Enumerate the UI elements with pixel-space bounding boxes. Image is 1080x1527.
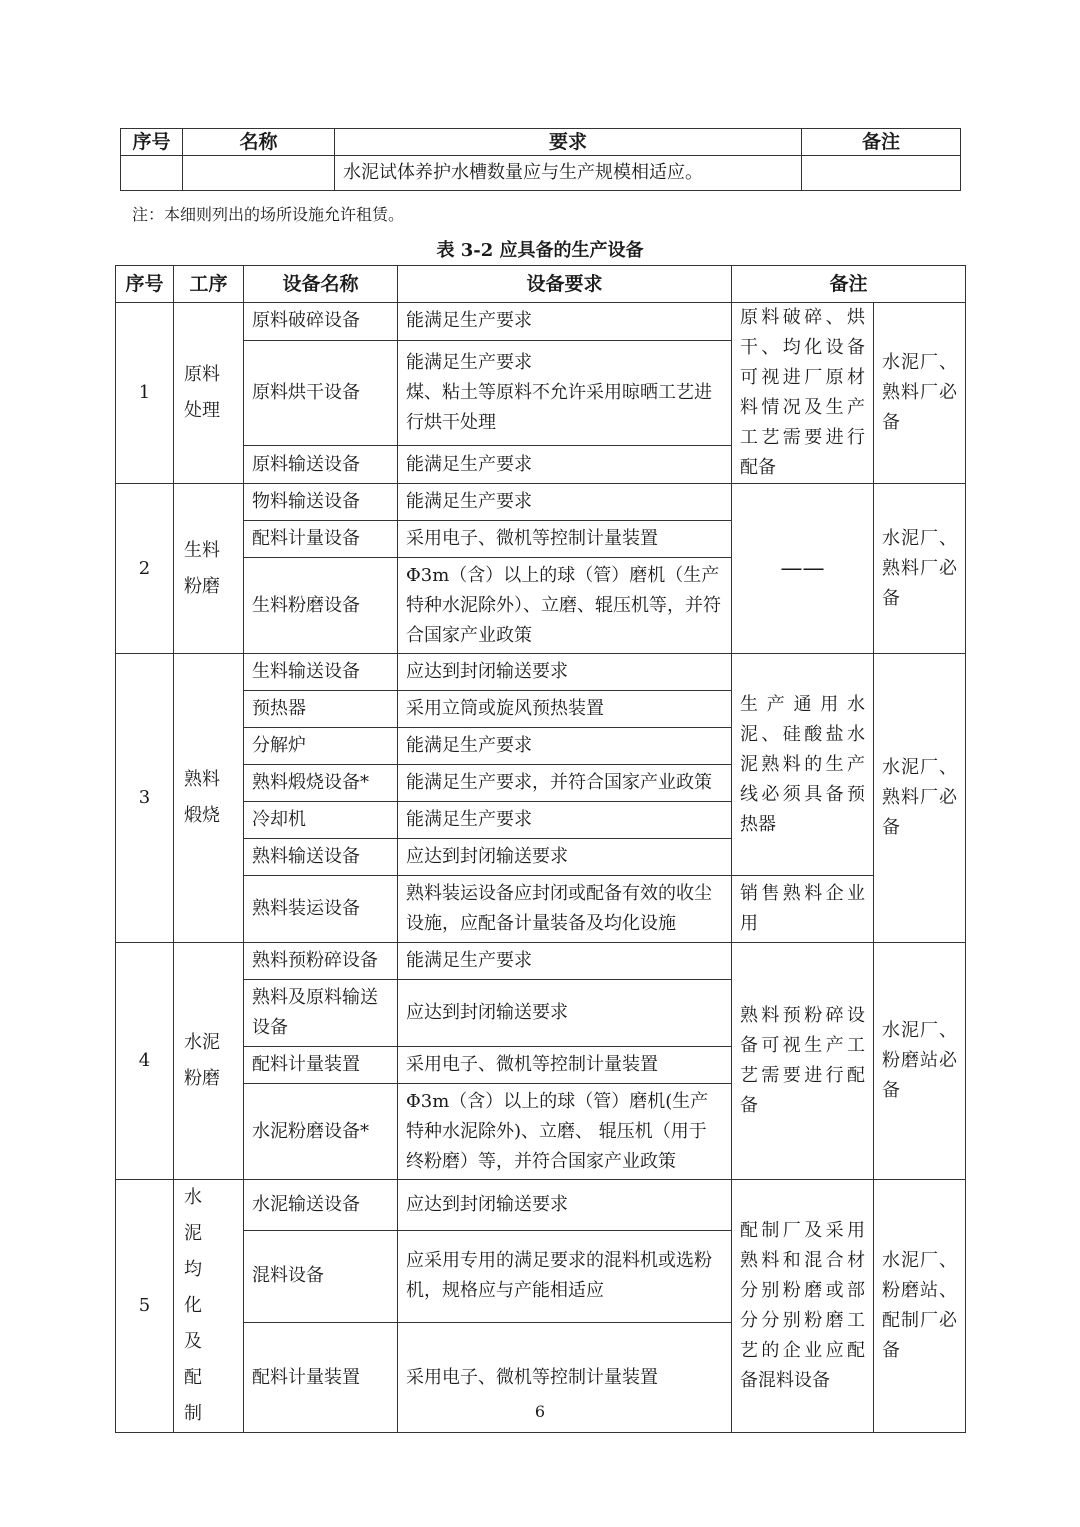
equipment-name: 混料设备 — [244, 1230, 398, 1322]
equipment-requirement: 采用电子、微机等控制计量装置 — [398, 1323, 732, 1433]
equipment-requirement: 能满足生产要求 — [398, 484, 732, 521]
group-process: 熟料煅烧 — [174, 654, 244, 943]
table-note: 注：本细则列出的场所设施允许租赁。 — [132, 205, 405, 224]
equipment-requirement — [398, 340, 732, 446]
equipment-requirement: Φ3m（含）以上的球（管）磨机（生产特种水泥除外）、立磨、辊压机等，并符合国家产业政策 — [398, 558, 732, 654]
group-remark: —— — [732, 484, 874, 654]
production-equipment-table — [115, 265, 966, 1433]
header-cell: 设备名称 — [244, 266, 398, 303]
equipment-name: 生料粉磨设备 — [244, 558, 398, 654]
header-cell: 设备要求 — [398, 266, 732, 303]
table-row — [121, 156, 961, 191]
equipment-requirement: 采用电子、微机等控制计量装置 — [398, 521, 732, 558]
cell-requirement: 水泥试体养护水槽数量应与生产规模相适应。 — [335, 156, 802, 191]
group-process: 生料粉磨 — [174, 484, 244, 654]
equipment-name: 原料输送设备 — [244, 446, 398, 484]
equipment-name: 熟料装运设备 — [244, 876, 398, 943]
cell-remark — [802, 156, 961, 191]
equipment-requirement: 应达到封闭输送要求 — [398, 654, 732, 691]
equipment-requirement: 能满足生产要求 — [398, 728, 732, 765]
equipment-requirement: 能满足生产要求，并符合国家产业政策 — [398, 765, 732, 802]
equipment-name: 生料输送设备 — [244, 654, 398, 691]
header-cell: 要求 — [335, 129, 802, 156]
group-no: 5 — [116, 1180, 174, 1433]
group-required-by: 水泥厂、熟料厂必备 — [874, 303, 966, 484]
equipment-name: 熟料及原料输送设备 — [244, 980, 398, 1047]
table-caption: 表 3-2 应具备的生产设备 — [436, 240, 644, 261]
group-process: 原料处理 — [174, 303, 244, 484]
requirement-line: 煤、粘土等原料不允许采用晾晒工艺进行烘干处理 — [406, 381, 712, 433]
table-row — [116, 484, 966, 521]
group-remark: 熟料预粉碎设备可视生产工艺需要进行配备 — [732, 943, 874, 1180]
equipment-requirement: 采用电子、微机等控制计量装置 — [398, 1047, 732, 1084]
equipment-name: 水泥输送设备 — [244, 1180, 398, 1231]
equipment-name: 熟料预粉碎设备 — [244, 943, 398, 980]
header-cell: 名称 — [183, 129, 335, 156]
equipment-requirement: 应采用专用的满足要求的混料机或选粉机，规格应与产能相适应 — [398, 1230, 732, 1322]
group-required-by: 水泥厂、粉磨站、配制厂必备 — [874, 1180, 966, 1433]
equipment-name: 原料破碎设备 — [244, 303, 398, 341]
header-cell: 序号 — [121, 129, 183, 156]
equipment-name: 原料烘干设备 — [244, 340, 398, 446]
table-row — [116, 876, 966, 943]
group-required-by: 水泥厂、粉磨站必备 — [874, 943, 966, 1180]
table-header-row — [116, 266, 966, 303]
equipment-name: 物料输送设备 — [244, 484, 398, 521]
equipment-requirement: 应达到封闭输送要求 — [398, 980, 732, 1047]
group-no: 2 — [116, 484, 174, 654]
equipment-name: 配料计量设备 — [244, 521, 398, 558]
equipment-requirement: 熟料装运设备应封闭或配备有效的收尘设施，应配备计量装备及均化设施 — [398, 876, 732, 943]
table-row — [116, 303, 966, 341]
group-no: 3 — [116, 654, 174, 943]
equipment-requirement: 应达到封闭输送要求 — [398, 839, 732, 876]
group-remark: 原料破碎、烘干、均化设备可视进厂原材料情况及生产工艺需要进行配备 — [732, 303, 874, 484]
equipment-name: 配料计量装置 — [244, 1047, 398, 1084]
group-remark: 配制厂及采用熟料和混合材分别粉磨或部分分别粉磨工艺的企业应配备混料设备 — [732, 1180, 874, 1433]
equipment-name: 冷却机 — [244, 802, 398, 839]
equipment-name: 熟料输送设备 — [244, 839, 398, 876]
group-no: 1 — [116, 303, 174, 484]
equipment-requirement: 应达到封闭输送要求 — [398, 1180, 732, 1231]
header-cell: 工序 — [174, 266, 244, 303]
equipment-requirement: 能满足生产要求 — [398, 943, 732, 980]
group-remark: 生产通用水泥、硅酸盐水泥熟料的生产线必须具备预热器 — [732, 654, 874, 876]
header-cell: 序号 — [116, 266, 174, 303]
cell-no — [121, 156, 183, 191]
group-required-by: 水泥厂、熟料厂必备 — [874, 484, 966, 654]
cell-name — [183, 156, 335, 191]
page-number: 6 — [534, 1402, 546, 1421]
equipment-requirement: 能满足生产要求 — [398, 303, 732, 341]
header-cell: 备注 — [802, 129, 961, 156]
equipment-name: 熟料煅烧设备* — [244, 765, 398, 802]
equipment-requirement: 能满足生产要求 — [398, 802, 732, 839]
group-required-by: 水泥厂、熟料厂必备 — [874, 654, 966, 943]
header-cell: 备注 — [732, 266, 966, 303]
equipment-requirement: Φ3m（含）以上的球（管）磨机(生产特种水泥除外)、立磨、 辊压机（用于终粉磨）等，并符合国家产业政策 — [398, 1084, 732, 1180]
table-row — [116, 1180, 966, 1231]
table-row — [116, 943, 966, 980]
table-header-row — [121, 129, 961, 156]
equipment-name: 水泥粉磨设备* — [244, 1084, 398, 1180]
equipment-requirement: 采用立筒或旋风预热装置 — [398, 691, 732, 728]
equipment-requirement: 能满足生产要求 — [398, 446, 732, 484]
group-remark-sales: 销售熟料企业用 — [732, 876, 874, 943]
requirement-line: 能满足生产要求 — [406, 351, 532, 373]
equipment-name: 分解炉 — [244, 728, 398, 765]
group-process: 水泥粉磨 — [174, 943, 244, 1180]
table-row — [116, 654, 966, 691]
continued-table — [120, 128, 961, 191]
equipment-name: 预热器 — [244, 691, 398, 728]
equipment-name: 配料计量装置 — [244, 1323, 398, 1433]
group-process: 水泥均化及配制 — [174, 1180, 244, 1433]
group-no: 4 — [116, 943, 174, 1180]
